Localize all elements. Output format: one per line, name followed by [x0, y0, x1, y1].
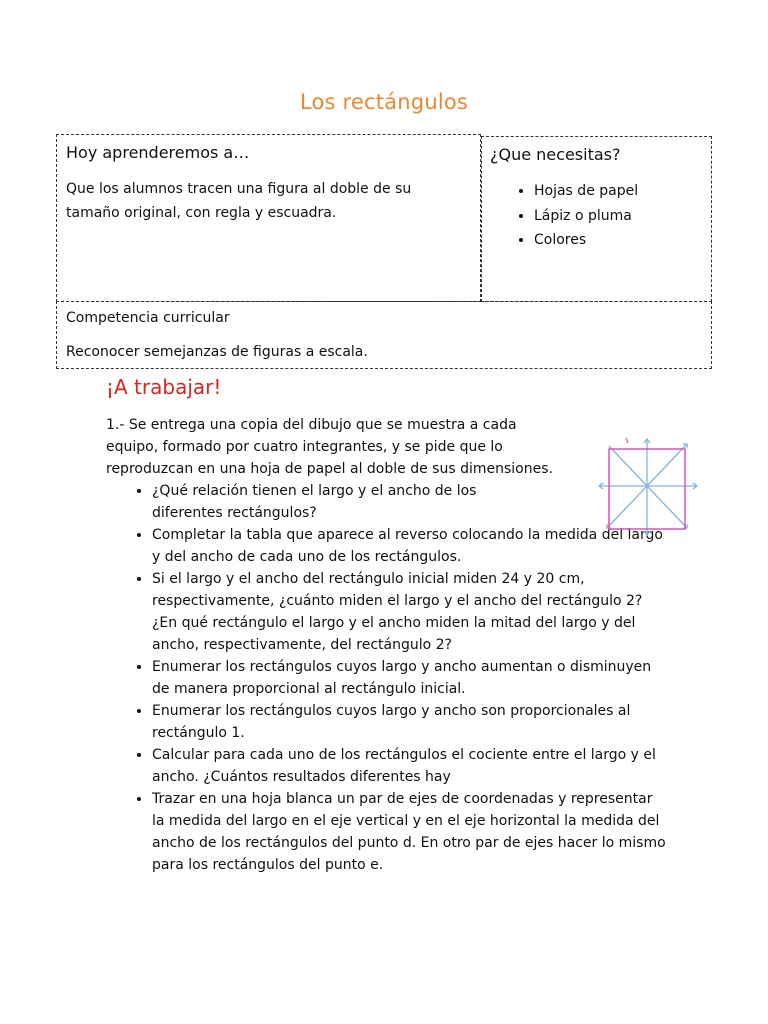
diagram-lines: [599, 439, 697, 535]
task-item: • Calcular para cada uno de los rectángulos el cociente entre el largo y el ancho. ¿Cuántos resultados diferentes hay: [152, 744, 666, 788]
learn-heading: Hoy aprenderemos a…: [66, 143, 250, 162]
learn-text: Que los alumnos tracen una figura al doble de su tamaño original, con regla y escuadra.: [66, 181, 412, 221]
task-list: [106, 480, 666, 876]
materials-list: [510, 179, 638, 253]
task-item: • Trazar en una hoja blanca un par de ejes de coordenadas y representar la medida del largo en el eje vertical y en el eje horizontal la medida del ancho de los rectángulos del punto d. En otro par de ejes hacer lo mismo para los rectángulos del punto e.: [152, 788, 666, 876]
materials-item: • Hojas de papel: [534, 179, 638, 204]
task-item: • Completar la tabla que aparece al reverso colocando la medida del largo y del ancho de cada uno de los rectángulos.: [152, 524, 666, 568]
work-title: ¡A trabajar!: [106, 375, 222, 399]
task-item: • Enumerar los rectángulos cuyos largo y ancho son proporcionales al rectángulo 1.: [152, 700, 666, 744]
materials-item: • Colores: [534, 228, 638, 253]
competencia-box: [56, 301, 712, 369]
work-intro: [106, 414, 666, 480]
rectangle-diagram: [595, 436, 707, 540]
work-intro-text: 1.- Se entrega una copia del dibujo que se muestra a cada equipo, formado por cuatro integrantes, y se pide que lo reproduzcan en una hoja de papel al doble de sus dimensiones.: [106, 417, 553, 477]
learn-box: [56, 134, 481, 302]
task-item: • Si el largo y el ancho del rectángulo inicial miden 24 y 20 cm, respectivamente, ¿cuánto miden el largo y el ancho del rectángulo 2? ¿En qué rectángulo el largo y el ancho miden la mitad del largo y del ancho, respectivamente, del rectángulo 2?: [152, 568, 666, 656]
page-title: Los rectángulos: [299, 90, 469, 114]
materials-item: • Lápiz o pluma: [534, 204, 638, 229]
competencia-text: Reconocer semejanzas de figuras a escala.: [66, 344, 368, 360]
materials-box: [481, 136, 712, 302]
task-item: • ¿Qué relación tienen el largo y el ancho de los diferentes rectángulos?: [152, 480, 532, 524]
materials-heading: ¿Que necesitas?: [490, 145, 621, 164]
competencia-heading: Competencia curricular: [66, 310, 230, 326]
task-item: • Enumerar los rectángulos cuyos largo y ancho aumentan o disminuyen de manera proporcional al rectángulo inicial.: [152, 656, 666, 700]
